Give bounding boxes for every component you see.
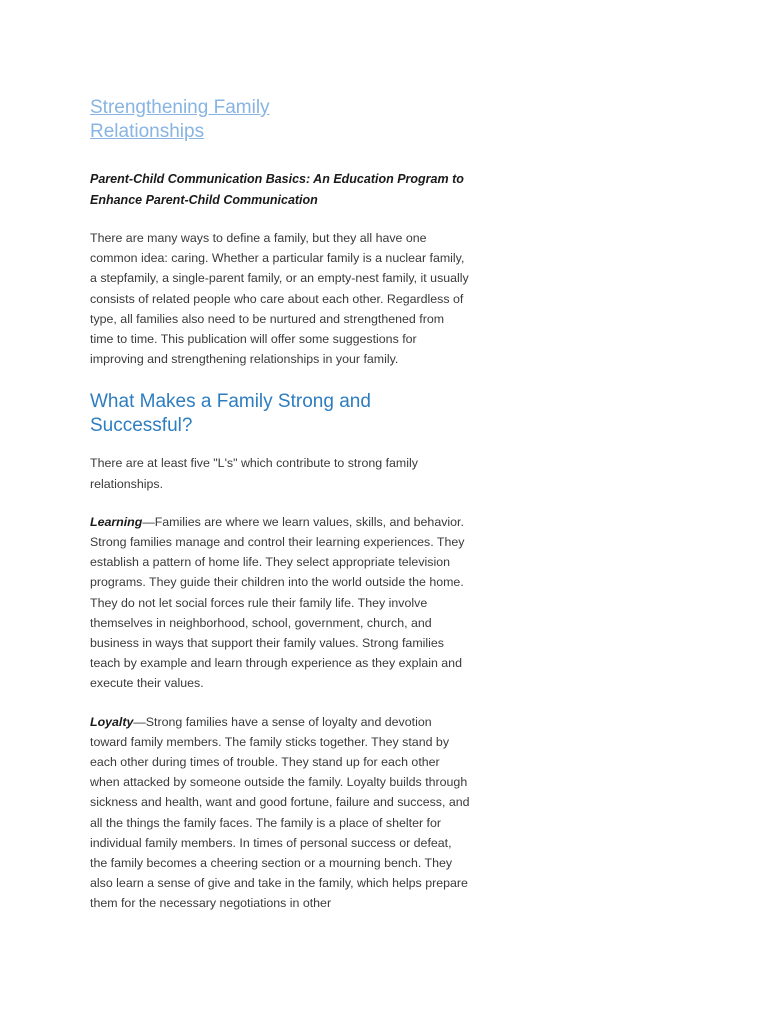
intro-paragraph: There are many ways to define a family, but they all have one common idea: caring. Whether a particular family is a nuclear family, a stepfamily, a single-parent family, or an empty-nest family, it usually consists of related people who care about each other. Regardless of type, all families also need to be nurtured and strengthened from time to time. This publication will offer some suggestions for improving and strengthening relationships in your family.: [90, 231, 469, 367]
section-heading: What Makes a Family Strong and Successful?: [90, 391, 371, 437]
document-page: [90, 96, 470, 914]
learning-term: Learning: [90, 514, 143, 529]
document-subtitle: Parent-Child Communication Basics: An Education Program to Enhance Parent-Child Communication: [90, 172, 464, 207]
document-title-link[interactable]: Strengthening Family Relationships: [90, 97, 270, 142]
loyalty-term: Loyalty: [90, 714, 134, 729]
loyalty-paragraph: [90, 712, 470, 914]
learning-text: —Families are where we learn values, skills, and behavior. Strong families manage and control their learning experiences. They establish a pattern of home life. They select appropriate television programs. They guide their children into the world outside the home. They do not let social forces rule their family life. They involve themselves in neighborhood, school, government, church, and business in ways that support their family values. Strong families teach by example and learn through experience as they explain and execute their values.: [90, 514, 465, 691]
section-lead-paragraph: There are at least five "L's" which contribute to strong family relationships.: [90, 456, 418, 491]
loyalty-text: —Strong families have a sense of loyalty and devotion toward family members. The family sticks together. They stand by each other during times of trouble. They stand up for each other when attacked by someone outside the family. Loyalty builds through sickness and health, want and good fortune, failure and success, and all the things the family faces. The family is a place of shelter for individual family members. In times of personal success or defeat, the family becomes a cheering section or a mourning bench. They also learn a sense of give and take in the family, which helps prepare them for the necessary negotiations in other: [90, 714, 470, 911]
learning-paragraph: [90, 512, 470, 694]
